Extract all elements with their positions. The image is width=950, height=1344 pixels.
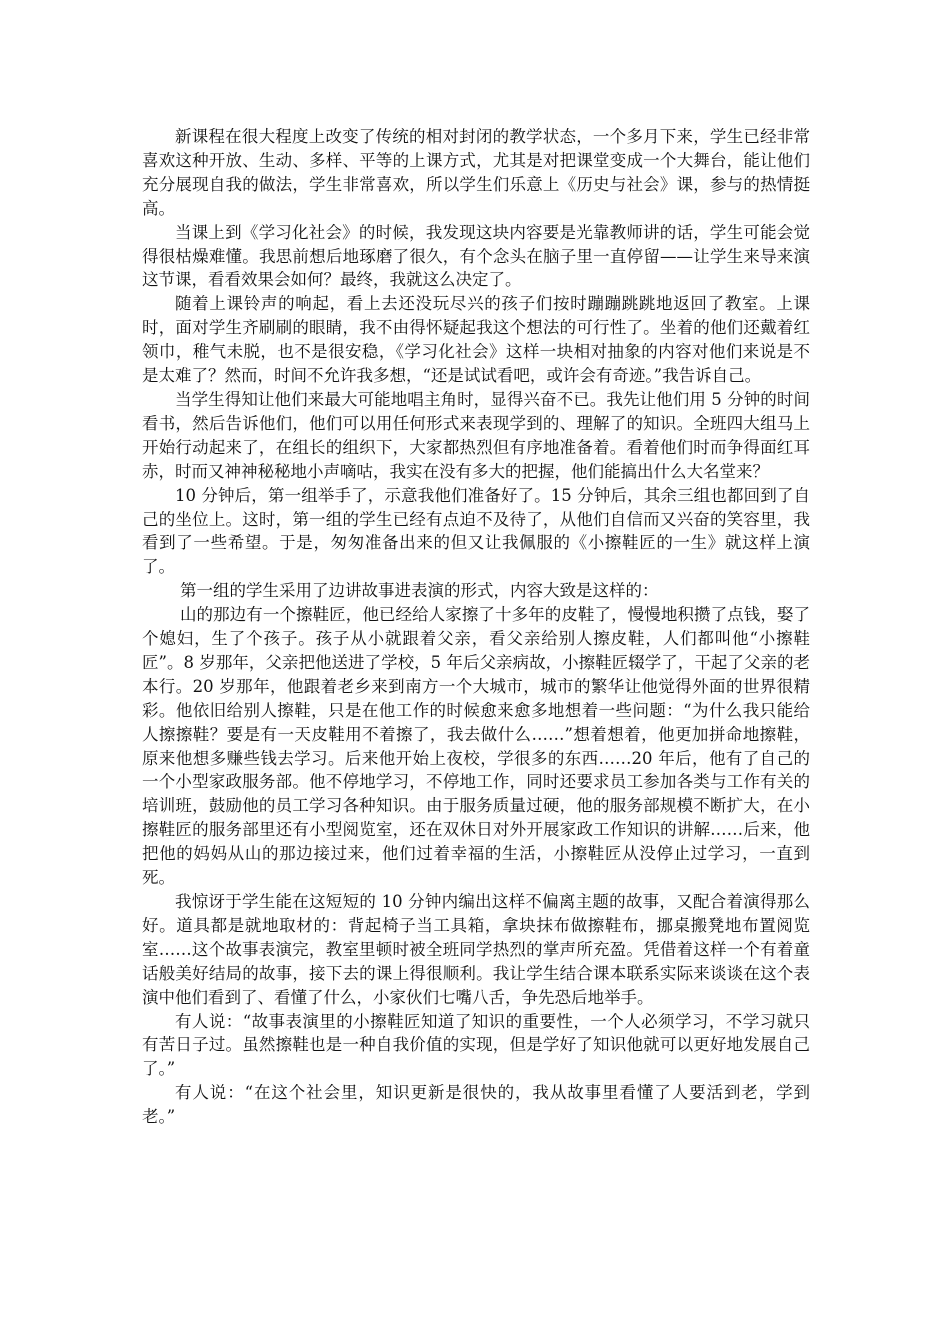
paragraph-5: 10 分钟后，第一组举手了，示意我他们准备好了。15 分钟后，其余三组也都回到了自己的坐位上。这时，第一组的学生已经有点迫不及待了，从他们自信而又兴奋的笑容里，我看到了一些希望。于是，匆匆准备出来的但又让我佩服的《小擦鞋匠的一生》就这样上演了。 bbox=[142, 485, 810, 577]
paragraph-1: 新课程在很大程度上改变了传统的相对封闭的教学状态，一个多月下来，学生已经非常喜欢这种开放、生动、多样、平等的上课方式，尤其是对把课堂变成一个大舞台，能让他们充分展现自我的做法，学生非常喜欢，所以学生们乐意上《历史与社会》课，参与的热情挺高。 bbox=[142, 127, 810, 218]
paragraph-4: 当学生得知让他们来最大可能地唱主角时，显得兴奋不已。我先让他们用 5 分钟的时间看书，然后告诉他们，他们可以用任何形式来表现学到的、理解了的知识。全班四大组马上开始行动起来了，在组长的组织下，大家都热烈但有序地准备着。看着他们时而争得面红耳赤，时而又神神秘秘地小声嘀咕，我实在没有多大的把握，他们能搞出什么大名堂来？ bbox=[142, 389, 810, 481]
paragraph-7-story: 山的那边有一个擦鞋匠，他已经给人家擦了十多年的皮鞋了，慢慢地积攒了点钱，娶了个媳妇，生了个孩子。孩子从小就跟着父亲，看父亲给别人擦皮鞋，人们都叫他“小擦鞋匠”。8 岁那年，父亲把他送进了学校，5 年后父亲病故，小擦鞋匠辍学了，干起了父亲的老本行。20 岁那年，他跟着老乡来到南方一个大城市，城市的繁华让他觉得外面的世界很精彩。他依旧给别人擦鞋，只是在他工作的时候愈来愈多地想着一些问题：“为什么我只能给人擦擦鞋？要是有一天皮鞋用不着擦了，我去做什么……”想着想着，他更加拼命地擦鞋，原来他想多赚些钱去学习。后来他开始上夜校，学很多的东西……20 年后，他有了自己的一个小型家政服务部。他不停地学习，不停地工作，同时还要求员工参加各类与工作有关的培训班，鼓励他的员工学习各种知识。由于服务质量过硬，他的服务部规模不断扩大，在小擦鞋匠的服务部里还有小型阅览室，还在双休日对外开展家政工作知识的讲解……后来，他把他的妈妈从山的那边接过来，他们过着幸福的生活，小擦鞋匠从没停止过学习，一直到死。 bbox=[142, 605, 810, 888]
paragraph-3: 随着上课铃声的响起，看上去还没玩尽兴的孩子们按时蹦蹦跳跳地返回了教室。上课时，面对学生齐刷刷的眼睛，我不由得怀疑起我这个想法的可行性了。坐着的他们还戴着红领巾，稚气未脱，也不是很安稳，《学习化社会》这样一块相对抽象的内容对他们来说是不是太难了？然而，时间不允许我多想，“还是试试看吧，或许会有奇迹。”我告诉自己。 bbox=[142, 294, 810, 386]
paragraph-9-quote: 有人说：“故事表演里的小擦鞋匠知道了知识的重要性，一个人必须学习，不学习就只有苦日子过。虽然擦鞋也是一种自我价值的实现，但是学好了知识他就可以更好地发展自己了。” bbox=[142, 1011, 810, 1079]
paragraph-10-quote: 有人说：“在这个社会里，知识更新是很快的，我从故事里看懂了人要活到老，学到老。” bbox=[142, 1083, 810, 1127]
paragraph-2: 当课上到《学习化社会》的时候，我发现这块内容要是光靠教师讲的话，学生可能会觉得很枯燥难懂。我思前想后地琢磨了很久，有个念头在脑子里一直停留——让学生来导来演这节课，看看效果会如何？最终，我就这么决定了。 bbox=[142, 222, 810, 290]
document-body bbox=[142, 125, 810, 1129]
paragraph-8: 我惊讶于学生能在这短短的 10 分钟内编出这样不偏离主题的故事，又配合着演得那么好。道具都是就地取材的：背起椅子当工具箱，拿块抹布做擦鞋布，挪桌搬凳地布置阅览室……这个故事表演完，教室里顿时被全班同学热烈的掌声所充盈。凭借着这样一个有着童话般美好结局的故事，接下去的课上得很顺利。我让学生结合课本联系实际来谈谈在这个表演中他们看到了、看懂了什么，小家伙们七嘴八舌，争先恐后地举手。 bbox=[142, 892, 810, 1007]
paragraph-6: 第一组的学生采用了边讲故事进表演的形式，内容大致是这样的： bbox=[179, 581, 659, 601]
